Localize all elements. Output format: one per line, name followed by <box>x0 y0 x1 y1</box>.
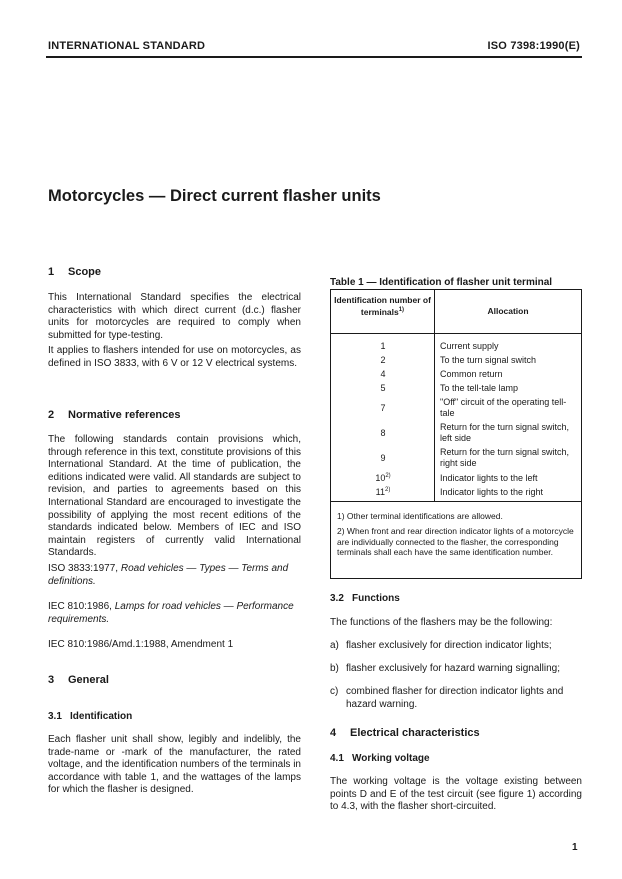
table-header-identification <box>331 295 434 317</box>
reference-item <box>48 639 301 652</box>
terminal-number: 8 <box>380 428 386 438</box>
functions-intro: The functions of the flashers may be the following: <box>330 617 553 628</box>
terminal-id <box>331 369 435 379</box>
section-3-heading <box>48 674 109 686</box>
section-number: 2 <box>48 409 55 421</box>
reference-code: IEC 810:1986/Amd.1:1988, <box>48 639 169 650</box>
subsection-number: 3.1 <box>48 711 62 722</box>
header-rule <box>46 56 582 58</box>
list-item-text: flasher exclusively for hazard warning signalling; <box>346 663 560 674</box>
terminal-number: 2 <box>380 355 386 365</box>
table-header-divider <box>330 333 582 334</box>
reference-title: Road vehicles — Types — Terms and definitions. <box>48 563 289 587</box>
terminal-allocation: Return for the turn signal switch, left side <box>440 422 570 443</box>
normative-references-paragraph: The following standards contain provisions which, through reference in this text, constitute provisions of this International Standard. At the time of publication, the editions indicated were valid. All standards are subject to revision, and parties to agreements based on this International Standard are encouraged to investigate the possibility of applying the most recent editions of the standards indicated below. Members of IEC and ISO maintain registers of currently valid International Standards. <box>48 434 301 559</box>
working-voltage-paragraph: The working voltage is the voltage existing between points D and E of the test circuit (see figure 1) according to 4.3, with the flasher short-circuited. <box>330 776 582 813</box>
terminal-allocation: Indicator lights to the left <box>440 473 538 483</box>
terminal-id <box>331 487 435 497</box>
footnote-marker: 1) <box>398 307 405 313</box>
table-footnote-1: 1) Other terminal identifications are allowed. <box>337 511 503 521</box>
terminal-id <box>331 403 435 413</box>
section-title: Electrical characteristics <box>350 727 480 739</box>
terminal-id <box>331 428 435 438</box>
header-text: Identification number of terminals <box>334 295 431 317</box>
terminal-number: 1 <box>380 341 386 351</box>
terminal-number: 7 <box>380 403 386 413</box>
table-caption: Table 1 — Identification of flasher unit terminal <box>330 277 553 288</box>
reference-code: IEC 810:1986, <box>48 601 112 612</box>
section-2-heading <box>48 409 181 421</box>
section-1-heading <box>48 266 101 278</box>
terminal-allocation: Indicator lights to the right <box>440 487 544 497</box>
list-item-label: a) <box>330 640 339 651</box>
table-notes-divider <box>330 501 582 502</box>
header-standard-label: INTERNATIONAL STANDARD <box>48 40 206 52</box>
header-document-id: ISO 7398:1990(E) <box>487 40 580 52</box>
terminal-id <box>331 383 435 393</box>
footnote-marker: 2) <box>385 487 391 493</box>
terminal-number: 11 <box>375 487 385 497</box>
section-number: 1 <box>48 266 55 278</box>
terminal-number: 10 <box>375 473 386 483</box>
subsection-title: Working voltage <box>352 753 430 764</box>
page-title: Motorcycles — Direct current flasher units <box>48 187 381 205</box>
section-title: General <box>68 674 109 686</box>
terminal-allocation: To the turn signal switch <box>440 355 537 365</box>
terminal-allocation: Common return <box>440 369 503 379</box>
terminal-number: 5 <box>380 383 386 393</box>
list-item <box>330 686 582 714</box>
terminal-allocation: Return for the turn signal switch, right side <box>440 447 570 468</box>
terminal-number: 9 <box>380 453 386 463</box>
footnote-marker: 2) <box>385 473 391 479</box>
section-number: 4 <box>330 727 337 739</box>
terminal-allocation: To the tell-tale lamp <box>440 383 519 393</box>
reference-item <box>48 601 301 626</box>
subsection-3-1-heading <box>48 711 132 722</box>
subsection-4-1-heading <box>330 753 430 764</box>
section-title: Normative references <box>68 409 181 421</box>
list-item-label: c) <box>330 686 339 697</box>
table-column-divider <box>434 289 435 501</box>
scope-paragraph-1: This International Standard specifies the electrical characteristics with which direct current (d.c.) flasher units for motorcycles are required to comply when submitted for type-testing. <box>48 292 301 341</box>
section-number: 3 <box>48 674 55 686</box>
scope-paragraph-2: It applies to flashers intended for use on motorcycles, as defined in ISO 3833, with 6 V or 12 V electrical systems. <box>48 345 301 369</box>
reference-title: Amendment 1 <box>170 639 234 650</box>
reference-item <box>48 563 301 588</box>
terminal-allocation: Current supply <box>440 341 499 351</box>
subsection-title: Identification <box>70 711 133 722</box>
list-item-text: flasher exclusively for direction indicator lights; <box>346 640 552 651</box>
list-item <box>330 640 582 654</box>
reference-code: ISO 3833:1977, <box>48 563 119 574</box>
identification-paragraph: Each flasher unit shall show, legibly and indelibly, the trade-name or -mark of the manufacturer, the rated voltage, and the identification numbers of the terminals in accordance with table 1, and the wattages of the lamps for which the flasher is designed. <box>48 734 301 796</box>
terminal-id <box>331 473 435 483</box>
reference-title: Lamps for road vehicles — Performance requirements. <box>48 601 294 625</box>
list-item-text: combined flasher for direction indicator lights and hazard warning. <box>346 686 564 710</box>
terminal-id <box>331 341 435 351</box>
subsection-number: 3.2 <box>330 593 344 604</box>
page-number: 1 <box>572 842 578 853</box>
section-4-heading <box>330 727 480 739</box>
terminal-id <box>331 453 435 463</box>
subsection-3-2-heading <box>330 593 400 604</box>
terminal-number: 4 <box>380 369 386 379</box>
list-item <box>330 663 582 677</box>
subsection-title: Functions <box>352 593 400 604</box>
table-header-allocation: Allocation <box>487 306 529 316</box>
subsection-number: 4.1 <box>330 753 344 764</box>
terminal-id <box>331 355 435 365</box>
table-footnote-2: 2) When front and rear direction indicator lights of a motorcycle are individually connected to the flasher, the corresponding terminals shall each have the same identification number. <box>337 526 574 557</box>
section-title: Scope <box>68 266 102 278</box>
terminal-allocation: "Off" circuit of the operating tell-tale <box>440 397 567 418</box>
list-item-label: b) <box>330 663 339 674</box>
